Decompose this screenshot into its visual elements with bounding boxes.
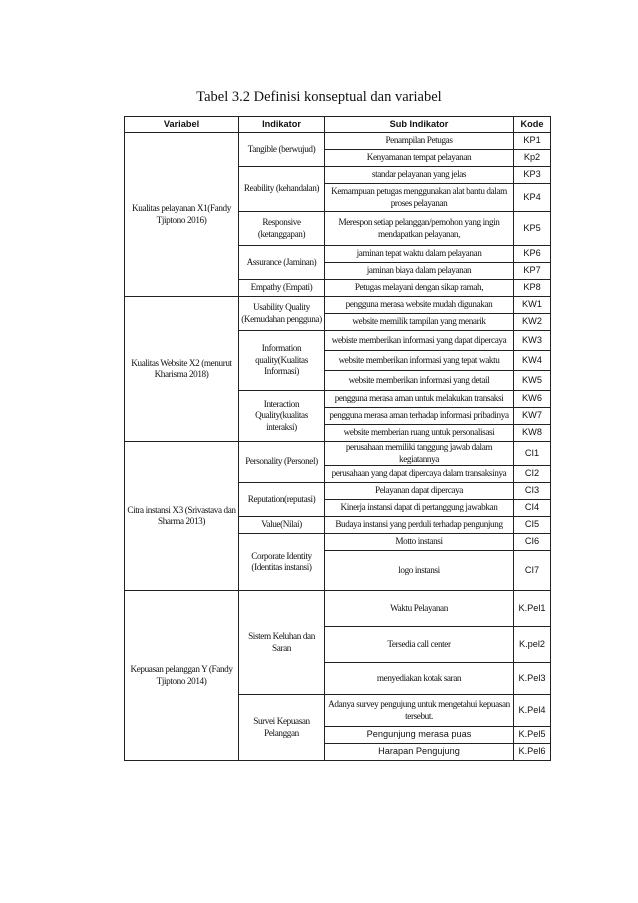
sub-indikator-cell: Waktu Pelayanan (325, 591, 514, 627)
kode-cell: CI1 (514, 442, 551, 466)
kode-cell: K.Pel3 (514, 663, 551, 695)
kode-cell: KW6 (514, 391, 551, 408)
kode-cell: KW3 (514, 331, 551, 351)
variabel-cell: Kualitas Website X2 (menurut Kharisma 2018) (125, 297, 239, 442)
variabel-cell: Citra instansi X3 (Srivastava dan Sharma 2013) (125, 442, 239, 591)
kode-cell: KP7 (514, 263, 551, 280)
sub-indikator-cell: Kenyamanan tempat pelayanan (325, 150, 514, 167)
sub-indikator-cell: Penampilan Petugas (325, 133, 514, 150)
sub-indikator-cell: website memilik tampilan yang menarik (325, 314, 514, 331)
kode-cell: CI2 (514, 466, 551, 483)
header-indikator: Indikator (239, 117, 325, 133)
kode-cell: KW7 (514, 408, 551, 425)
indikator-cell: Personality (Personel) (239, 442, 325, 483)
indikator-cell: Survei Kepuasan Pelanggan (239, 695, 325, 761)
sub-indikator-cell: perusahaan yang dapat dipercaya dalam transaksinya (325, 466, 514, 483)
kode-cell: K.Pel4 (514, 695, 551, 727)
indikator-cell: Information quality(Kualitas Informasi) (239, 331, 325, 391)
kode-cell: CI3 (514, 483, 551, 500)
sub-indikator-cell: logo instansi (325, 551, 514, 591)
indikator-cell: Assurance (Jaminan) (239, 246, 325, 280)
indikator-cell: Usability Quality (Kemudahan pengguna) (239, 297, 325, 331)
kode-cell: KW5 (514, 371, 551, 391)
sub-indikator-cell: Kinerja instansi dapat di pertanggung jawabkan (325, 500, 514, 517)
indikator-cell: Interaction Quality(kualitas interaksi) (239, 391, 325, 442)
sub-indikator-cell: website memberian ruang untuk personalisasi (325, 425, 514, 442)
sub-indikator-cell: standar pelayanan yang jelas (325, 167, 514, 184)
kode-cell: K.pel2 (514, 627, 551, 663)
variabel-cell: Kualitas pelayanan X1(Fandy Tjiptono 2016) (125, 133, 239, 297)
sub-indikator-cell: Pelayanan dapat dipercaya (325, 483, 514, 500)
indikator-cell: Corporate Identity (Identitas instansi) (239, 534, 325, 591)
sub-indikator-cell: pengguna merasa aman terhadap informasi pribadinya (325, 408, 514, 425)
table-row (125, 133, 551, 150)
sub-indikator-cell: Motto instansi (325, 534, 514, 551)
sub-indikator-cell: Pengunjung merasa puas (325, 727, 514, 744)
kode-cell: K.Pel5 (514, 727, 551, 744)
sub-indikator-cell: jaminan biaya dalam pelayanan (325, 263, 514, 280)
table-caption: Tabel 3.2 Definisi konseptual dan variabel (196, 89, 442, 105)
sub-indikator-cell: Merespon setiap pelanggan/pemohon yang ingin mendapatkan pelayanan, (325, 212, 514, 246)
sub-indikator-cell: perusahaan memiliki tanggung jawab dalam kegiatannya (325, 442, 514, 466)
sub-indikator-cell: Harapan Pengujung (325, 744, 514, 761)
indikator-cell: Empathy (Empati) (239, 280, 325, 297)
kode-cell: KP3 (514, 167, 551, 184)
kode-cell: KW2 (514, 314, 551, 331)
definition-table (124, 116, 551, 761)
sub-indikator-cell: menyediakan kotak saran (325, 663, 514, 695)
kode-cell: Kp2 (514, 150, 551, 167)
indikator-cell: Sistem Keluhan dan Saran (239, 591, 325, 695)
sub-indikator-cell: website memberikan informasi yang detail (325, 371, 514, 391)
indikator-cell: Value(Nilai) (239, 517, 325, 534)
sub-indikator-cell: Petugas melayani dengan sikap ramah, (325, 280, 514, 297)
kode-cell: K.Pel1 (514, 591, 551, 627)
kode-cell: CI7 (514, 551, 551, 591)
header-variabel: Variabel (125, 117, 239, 133)
header-sub-indikator: Sub Indikator (325, 117, 514, 133)
table-row (125, 297, 551, 314)
table-row (125, 591, 551, 627)
sub-indikator-cell: Kemampuan petugas menggunakan alat bantu dalam proses pelayanan (325, 184, 514, 212)
kode-cell: CI6 (514, 534, 551, 551)
kode-cell: KP8 (514, 280, 551, 297)
sub-indikator-cell: Tersedia call center (325, 627, 514, 663)
kode-cell: KP4 (514, 184, 551, 212)
sub-indikator-cell: Adanya survey pengujung untuk mengetahui kepuasan tersebut. (325, 695, 514, 727)
kode-cell: CI4 (514, 500, 551, 517)
kode-cell: KP5 (514, 212, 551, 246)
indikator-cell: Reputation(reputasi) (239, 483, 325, 517)
kode-cell: KP1 (514, 133, 551, 150)
sub-indikator-cell: pengguna merasa aman untuk melakukan transaksi (325, 391, 514, 408)
sub-indikator-cell: jaminan tepat waktu dalam pelayanan (325, 246, 514, 263)
indikator-cell: Tangible (berwujud) (239, 133, 325, 167)
kode-cell: KW1 (514, 297, 551, 314)
sub-indikator-cell: website memberikan informasi yang tepat waktu (325, 351, 514, 371)
indikator-cell: Reability (kehandalan) (239, 167, 325, 212)
indikator-cell: Responsive (ketanggapan) (239, 212, 325, 246)
sub-indikator-cell: Budaya instansi yang perduli terhadap pengunjung (325, 517, 514, 534)
kode-cell: CI5 (514, 517, 551, 534)
variabel-cell: Kepuasan pelanggan Y (Fandy Tjiptono 2014) (125, 591, 239, 761)
table-row (125, 442, 551, 466)
sub-indikator-cell: webiste memberikan informasi yang dapat dipercaya (325, 331, 514, 351)
header-kode: Kode (514, 117, 551, 133)
kode-cell: K.Pel6 (514, 744, 551, 761)
kode-cell: KP6 (514, 246, 551, 263)
kode-cell: KW4 (514, 351, 551, 371)
kode-cell: KW8 (514, 425, 551, 442)
sub-indikator-cell: pengguna merasa website mudah digunakan (325, 297, 514, 314)
